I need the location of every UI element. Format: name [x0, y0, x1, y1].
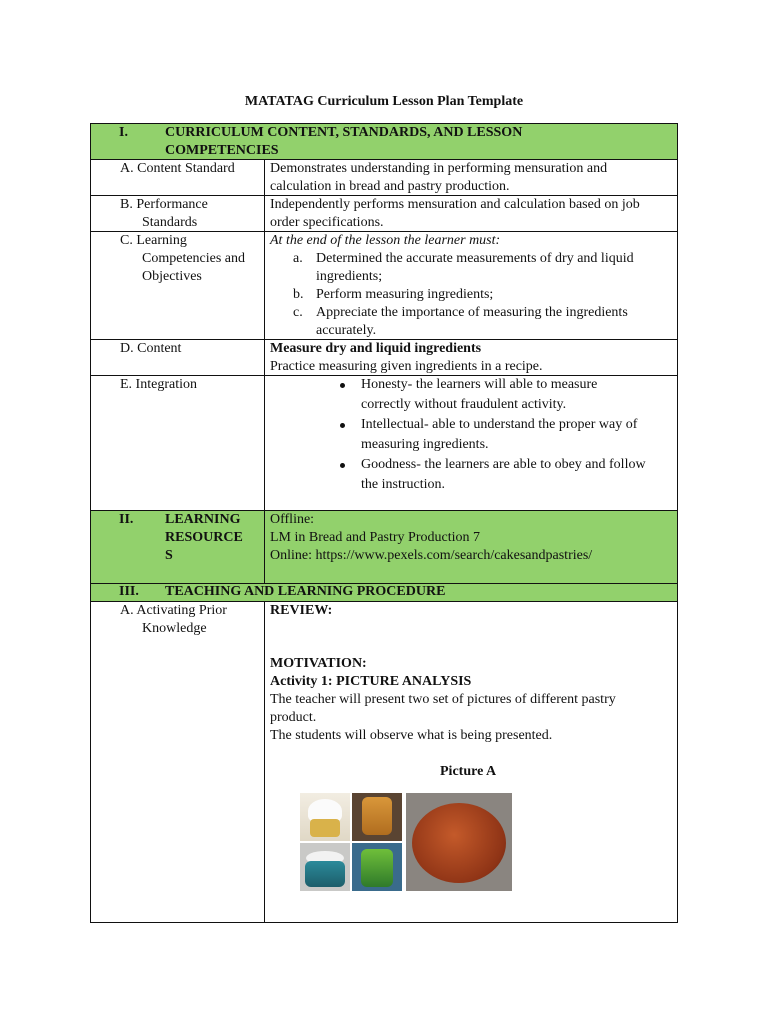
objective-b-marker: b.	[293, 287, 304, 302]
activity-text-2: product.	[270, 710, 317, 725]
objective-c-marker: c.	[293, 305, 303, 320]
performance-standards-label: B. Performance	[120, 197, 208, 212]
performance-standards-text-1: Independently performs mensuration and calculation based on job	[270, 197, 640, 212]
objective-a-line2: ingredients;	[316, 269, 383, 284]
content-standard-text-2: calculation in bread and pastry production.	[270, 179, 510, 194]
activity-text-1: The teacher will present two set of pictures of different pastry	[270, 692, 616, 707]
section1-title-line1: CURRICULUM CONTENT, STANDARDS, AND LESSON	[165, 125, 523, 140]
document-title: MATATAG Curriculum Lesson Plan Template	[244, 94, 524, 109]
cake-photo-round	[406, 793, 512, 891]
objective-b-line1: Perform measuring ingredients;	[316, 287, 494, 302]
cake-photo-white	[300, 793, 350, 841]
integration-intellectual-1: Intellectual- able to understand the proper way of	[361, 417, 638, 432]
cake-photo-green	[352, 843, 402, 891]
resources-lm: LM in Bread and Pastry Production 7	[270, 530, 480, 545]
section2-title-2: RESOURCE	[165, 530, 243, 545]
cake-photo-caramel	[352, 793, 402, 841]
bullet-icon	[340, 383, 345, 388]
competencies-label-1: C. Learning	[120, 233, 187, 248]
integration-honesty-1: Honesty- the learners will able to measure	[361, 377, 598, 392]
content-label: D. Content	[120, 341, 182, 356]
objective-c-line2: accurately.	[316, 323, 377, 338]
bullet-icon	[340, 423, 345, 428]
content-standard-label: A. Content Standard	[120, 161, 235, 176]
objective-c-line1: Appreciate the importance of measuring the ingredients	[316, 305, 628, 320]
integration-goodness-1: Goodness- the learners are able to obey and follow	[361, 457, 646, 472]
content-topic: Measure dry and liquid ingredients	[270, 341, 482, 356]
bullet-icon	[340, 463, 345, 468]
section1-title-line2: COMPETENCIES	[165, 143, 279, 158]
motivation-heading: MOTIVATION:	[270, 656, 367, 671]
integration-goodness-2: the instruction.	[361, 477, 445, 492]
lesson-plan-table	[90, 123, 678, 923]
integration-intellectual-2: measuring ingredients.	[361, 437, 489, 452]
section2-number: II.	[119, 512, 134, 527]
activity-heading: Activity 1: PICTURE ANALYSIS	[270, 674, 472, 689]
activity-text-3: The students will observe what is being presented.	[270, 728, 553, 743]
activating-label-2: Knowledge	[142, 621, 207, 636]
picture-a-label: Picture A	[440, 764, 497, 779]
integration-label: E. Integration	[120, 377, 197, 392]
picture-a-collage	[300, 793, 512, 891]
content-description: Practice measuring given ingredients in a recipe.	[270, 359, 543, 374]
objectives-intro: At the end of the lesson the learner must:	[270, 233, 501, 248]
performance-standards-text-2: order specifications.	[270, 215, 384, 230]
cake-photo-teal	[300, 843, 350, 891]
performance-standards-label-2: Standards	[142, 215, 198, 230]
section3-number: III.	[119, 584, 139, 599]
integration-honesty-2: correctly without fraudulent activity.	[361, 397, 567, 412]
resources-online: Online: https://www.pexels.com/search/cakesandpastries/	[270, 548, 593, 563]
objective-a-marker: a.	[293, 251, 303, 266]
competencies-label-2: Competencies and	[142, 251, 246, 266]
resources-offline: Offline:	[270, 512, 315, 527]
review-heading: REVIEW:	[270, 603, 333, 618]
activating-label-1: A. Activating Prior	[120, 603, 227, 618]
section1-number: I.	[119, 125, 128, 140]
content-standard-text-1: Demonstrates understanding in performing mensuration and	[270, 161, 608, 176]
section2-title-3: S	[165, 548, 173, 563]
section2-title-1: LEARNING	[165, 512, 241, 527]
section3-title: TEACHING AND LEARNING PROCEDURE	[165, 584, 446, 599]
objective-a-line1: Determined the accurate measurements of dry and liquid	[316, 251, 634, 266]
competencies-label-3: Objectives	[142, 269, 202, 284]
